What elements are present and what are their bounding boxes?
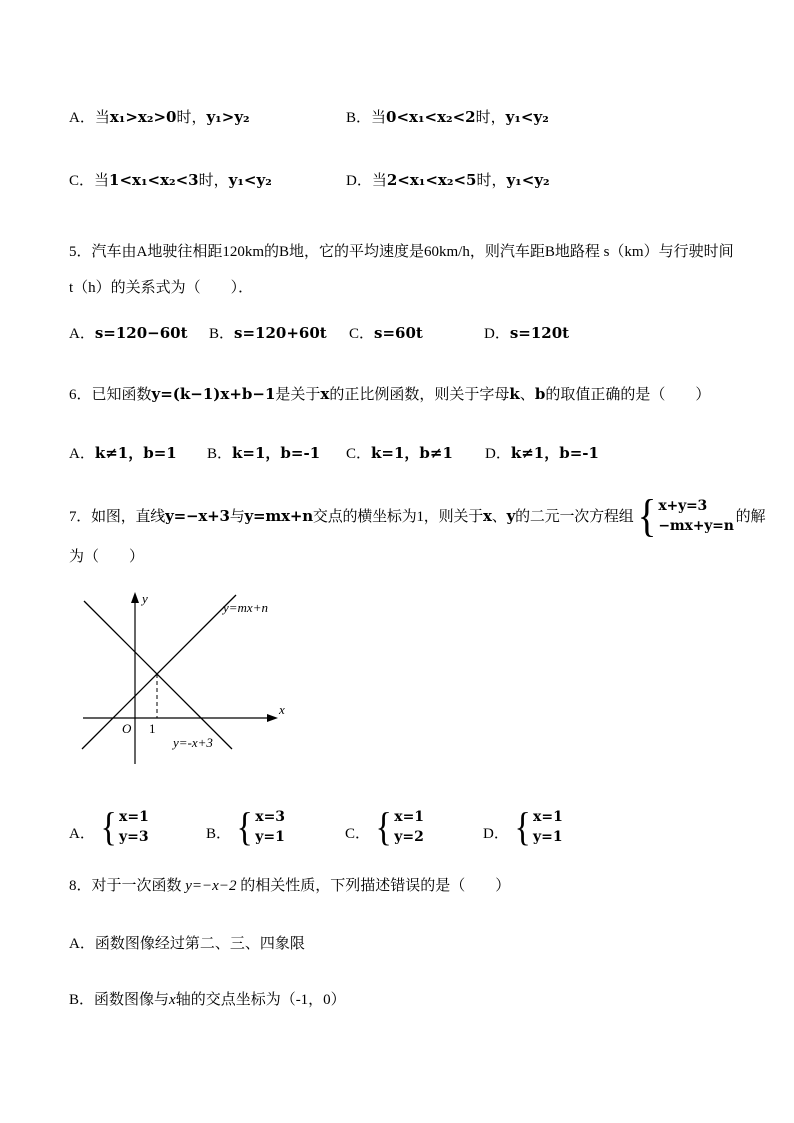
q5-d-label: D． xyxy=(484,326,510,342)
q7-mid-3: 、 xyxy=(491,509,507,526)
q7-d-label: D． xyxy=(483,826,509,843)
q4-a-formula-2: y₁>y₂ xyxy=(206,108,250,126)
q5-c-label: C． xyxy=(349,326,375,342)
q4-c-formula-1: 1<x₁<x₂<3 xyxy=(109,171,199,189)
q4-d-mid: 时， xyxy=(476,173,507,189)
origin-label: O xyxy=(122,721,132,737)
q7-c-eq1: x=1 xyxy=(394,809,425,826)
q7-d-eq1: x=1 xyxy=(533,809,563,826)
q4-d-pre: D．当 xyxy=(346,173,387,189)
question-6-stem xyxy=(69,383,749,406)
q5-b-formula: s=120+60t xyxy=(234,324,327,342)
q8-b-pre: B．函数图像与 xyxy=(69,992,170,1009)
q7-b-system xyxy=(235,804,286,850)
q5-option-c xyxy=(349,322,484,345)
q6-option-a xyxy=(69,442,207,465)
q4-option-a xyxy=(69,106,346,129)
left-brace: { xyxy=(100,804,117,850)
left-brace: { xyxy=(514,804,531,850)
q8-b-var-x: x xyxy=(169,992,176,1009)
question-8-stem xyxy=(69,875,749,897)
q7-a-system xyxy=(99,804,149,850)
line-y-equals-mx-plus-n xyxy=(82,595,236,749)
q6-mid-3: 、 xyxy=(519,387,535,403)
q7-d-equations xyxy=(533,807,563,847)
q4-a-formula-1: x₁>x₂>0 xyxy=(109,108,177,126)
q7-c-label: C． xyxy=(345,826,371,843)
q4-a-pre: A．当 xyxy=(69,110,110,126)
q4-options-row-cd xyxy=(69,169,749,192)
q5-c-formula: s=60t xyxy=(374,324,423,342)
q6-a-formula: k≠1，b=1 xyxy=(94,444,177,462)
q6-option-c xyxy=(346,442,485,465)
x-axis-label: x xyxy=(279,702,285,718)
q4-c-mid: 时， xyxy=(198,173,229,189)
q6-d-formula: k≠1，b=-1 xyxy=(510,444,599,462)
q6-d-label: D． xyxy=(485,446,511,462)
q6-pre: 6．已知函数 xyxy=(69,387,152,403)
q7-pre: 7．如图，直线 xyxy=(69,509,166,526)
q7-system-equations xyxy=(658,496,733,536)
left-brace: { xyxy=(637,490,656,541)
question-5-stem xyxy=(69,234,749,306)
q7-line-2: 为（ ） xyxy=(69,549,145,566)
left-brace: { xyxy=(375,804,392,850)
q7-d-system xyxy=(513,804,563,850)
q5-options-row xyxy=(69,322,749,345)
line-y-equals-minus-x-plus-3 xyxy=(84,601,232,749)
q4-a-mid: 时， xyxy=(176,110,207,126)
q7-c-system xyxy=(374,804,425,850)
q7-equation-system xyxy=(636,490,734,541)
q6-c-label: C． xyxy=(346,446,372,462)
q4-b-mid: 时， xyxy=(475,110,506,126)
q4-b-formula-1: 0<x₁<x₂<2 xyxy=(386,108,476,126)
q6-var-k: k xyxy=(509,385,520,403)
q7-formula-pos-line: y=mx+n xyxy=(244,506,313,525)
q7-a-eq2: y=3 xyxy=(119,829,149,846)
q4-c-formula-2: y₁<y₂ xyxy=(228,171,272,189)
q7-line-1 xyxy=(69,490,766,541)
q7-post: 的解 xyxy=(735,509,766,526)
q7-a-eq1: x=1 xyxy=(119,809,149,826)
q6-option-b xyxy=(207,442,346,465)
q7-b-equations xyxy=(255,807,285,847)
q5-line-1: 5．汽车由A地驶往相距120km的B地，它的平均速度是60km/h，则汽车距B地路程 s（km）与行驶时间 xyxy=(69,244,734,260)
q7-option-c xyxy=(345,804,483,850)
q6-var-x: x xyxy=(320,385,330,403)
pos-line-label: y=mx+n xyxy=(223,600,268,616)
q7-mid-2: 交点的横坐标为1，则关于 xyxy=(312,509,484,526)
q7-graph-figure xyxy=(73,586,749,781)
q4-option-d xyxy=(346,169,550,192)
q6-c-formula: k=1，b≠1 xyxy=(371,444,453,462)
q6-option-d xyxy=(485,442,599,465)
question-7-stem xyxy=(69,490,766,568)
q4-options-row-ab xyxy=(69,106,749,129)
x-tick-1: 1 xyxy=(149,721,156,737)
q8-b-post: 轴的交点坐标为（-1，0） xyxy=(175,992,346,1009)
q7-option-d xyxy=(483,804,565,850)
y-axis-arrow-icon xyxy=(131,592,139,603)
q4-c-pre: C．当 xyxy=(69,173,110,189)
q7-c-eq2: y=2 xyxy=(394,829,424,846)
q6-mid-2: 的正比例函数，则关于字母 xyxy=(329,387,510,403)
q6-mid-1: 是关于 xyxy=(275,387,321,403)
q6-options-row xyxy=(69,442,749,465)
q8-post: 的相关性质，下列描述错误的是（ ） xyxy=(236,878,511,895)
q8-pre: 8．对于一次函数 xyxy=(69,878,186,895)
q4-option-b xyxy=(346,106,549,129)
q6-b-formula: k=1，b=-1 xyxy=(232,444,321,462)
q4-b-pre: B．当 xyxy=(346,110,387,126)
q7-system-eq2: −mx+y=n xyxy=(658,517,734,534)
q6-a-label: A． xyxy=(69,446,95,462)
q4-option-c xyxy=(69,169,346,192)
q5-d-formula: s=120t xyxy=(509,324,570,342)
left-brace: { xyxy=(236,804,253,850)
q8-option-a: A．函数图像经过第二、三、四象限 xyxy=(69,936,305,953)
q7-mid-4: 的二元一次方程组 xyxy=(515,509,634,526)
q5-a-formula: s=120−60t xyxy=(94,324,188,342)
q5-option-d xyxy=(484,322,569,345)
q7-graph xyxy=(73,586,293,776)
q7-system-eq1: x+y=3 xyxy=(658,497,708,514)
q7-b-eq2: y=1 xyxy=(255,829,285,846)
q5-line-2: t（h）的关系式为（ ）． xyxy=(69,280,254,296)
y-axis-label: y xyxy=(142,591,148,607)
neg-line-label: y=-x+3 xyxy=(173,735,213,751)
q7-formula-neg-line: y=−x+3 xyxy=(165,506,230,525)
q8-option-b xyxy=(69,989,749,1011)
q5-a-label: A． xyxy=(69,326,95,342)
q6-post: 的取值正确的是（ ） xyxy=(545,387,711,403)
q7-options-row xyxy=(69,804,749,850)
q6-var-b: b xyxy=(534,385,546,403)
q6-formula-1: y=(k−1)x+b−1 xyxy=(151,385,276,403)
q7-b-eq1: x=3 xyxy=(255,809,286,826)
exam-page xyxy=(69,106,766,1011)
q7-option-a xyxy=(69,804,206,850)
q5-option-a xyxy=(69,322,209,345)
q7-a-label: A． xyxy=(69,826,95,843)
q8-formula: y=−x−2 xyxy=(185,878,237,895)
q7-c-equations xyxy=(394,807,424,847)
q5-b-label: B． xyxy=(209,326,235,342)
x-axis-arrow-icon xyxy=(267,714,278,722)
q7-mid-1: 与 xyxy=(229,509,245,526)
q7-var-x: x xyxy=(483,506,492,525)
q7-option-b xyxy=(206,804,345,850)
q7-a-equations xyxy=(119,807,149,847)
q5-option-b xyxy=(209,322,349,345)
q7-d-eq2: y=1 xyxy=(533,829,563,846)
q6-b-label: B． xyxy=(207,446,233,462)
q7-b-label: B． xyxy=(206,826,232,843)
q4-d-formula-1: 2<x₁<x₂<5 xyxy=(386,171,477,189)
q4-b-formula-2: y₁<y₂ xyxy=(505,108,549,126)
q4-d-formula-2: y₁<y₂ xyxy=(506,171,550,189)
q7-var-y: y xyxy=(506,506,516,525)
